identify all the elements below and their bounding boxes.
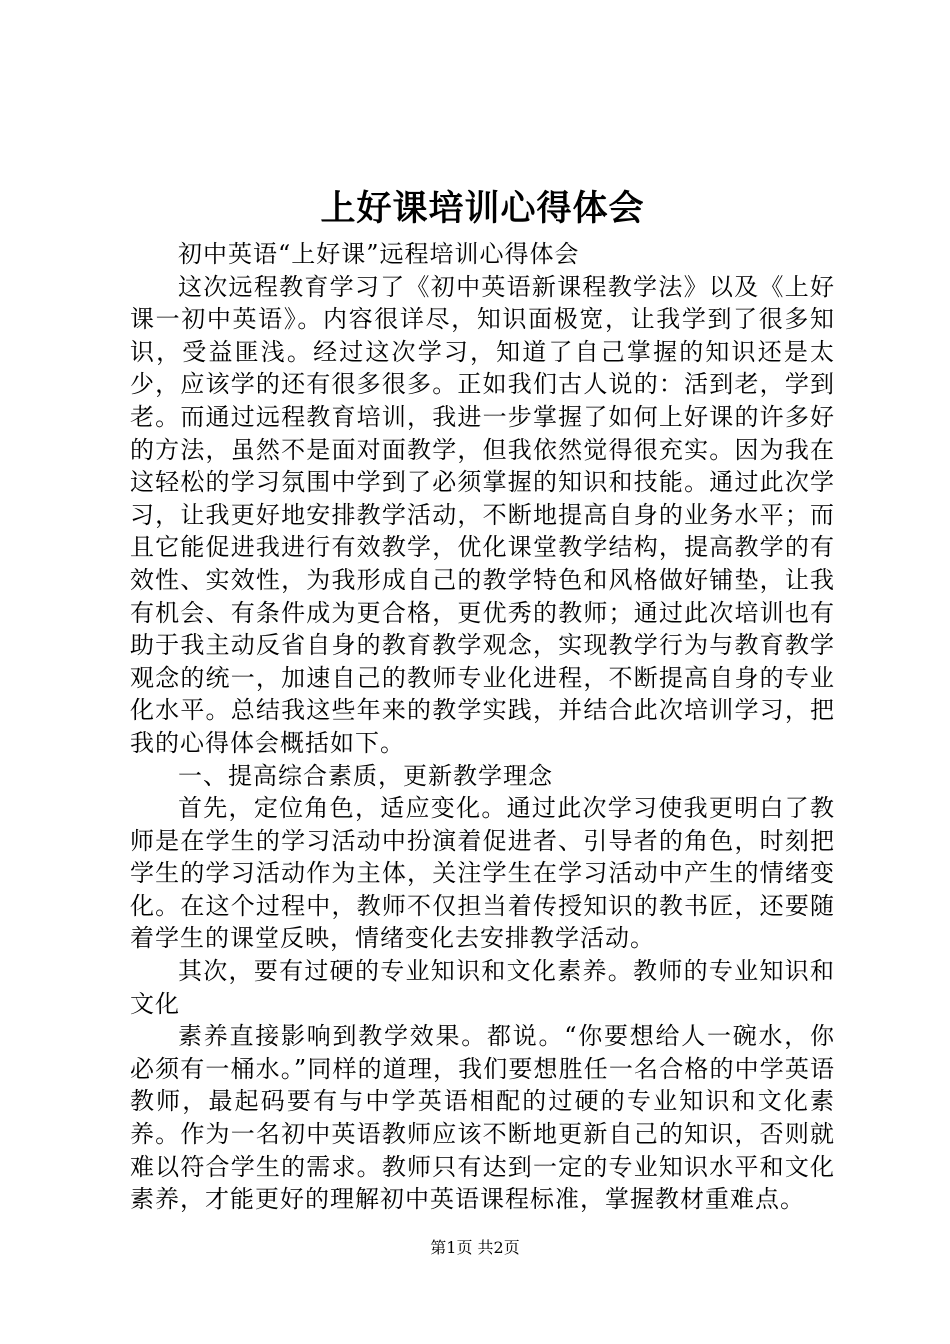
subtitle-paragraph: 初中英语“上好课”远程培训心得体会: [178, 240, 580, 268]
document-title: 上好课培训心得体会: [320, 188, 645, 229]
document-body: [130, 184, 835, 1216]
body-paragraph: 素养直接影响到教学效果。都说。“你要想给人一碗水，你必须有一桶水。”同样的道理，我们要想胜任一名合格的中学英语教师，最起码要有与中学英语相配的过硬的专业知识和文化素养。作为一名初中英语教师应该不断地更新自己的知识，否则就难以符合学生的需求。教师只有达到一定的专业知识水平和文化素养，才能更好的理解初中英语课程标准，掌握教材重难点。: [130, 1022, 835, 1214]
page-number-footer: 第1页 共2页: [430, 1238, 520, 1257]
section-heading: 一、提高综合素质，更新教学理念: [178, 761, 553, 790]
body-paragraph: 首先，定位角色，适应变化。通过此次学习使我更明白了教师是在学生的学习活动中扮演着促进者、引导者的角色，时刻把学生的学习活动作为主体，关注学生在学习活动中产生的情绪变化。在这个过程中，教师不仅担当着传授知识的教书匠，还要随着学生的课堂反映，情绪变化去安排教学活动。: [130, 794, 835, 953]
body-paragraph: 这次远程教育学习了《初中英语新课程教学法》以及《上好课一初中英语》。内容很详尽，知识面极宽，让我学到了很多知识，受益匪浅。经过这次学习，知道了自己掌握的知识还是太少，应该学的还有很多很多。正如我们古人说的：活到老，学到老。而通过远程教育培训，我进一步掌握了如何上好课的许多好的方法，虽然不是面对面教学，但我依然觉得很充实。因为我在这轻松的学习氛围中学到了必须掌握的知识和技能。通过此次学习，让我更好地安排教学活动，不断地提高自身的业务水平；而且它能促进我进行有效教学，优化课堂教学结构，提高教学的有效性、实效性，为我形成自己的教学特色和风格做好铺垫，让我有机会、有条件成为更合格，更优秀的教师；通过此次培训也有助于我主动反省自身的教育教学观念，实现教学行为与教育教学观念的统一，加速自己的教师专业化进程，不断提高自身的专业化水平。总结我这些年来的教学实践，并结合此次培训学习，把我的心得体会概括如下。: [130, 272, 835, 757]
body-paragraph: 其次，要有过硬的专业知识和文化素养。教师的专业知识和文化: [130, 957, 835, 1018]
